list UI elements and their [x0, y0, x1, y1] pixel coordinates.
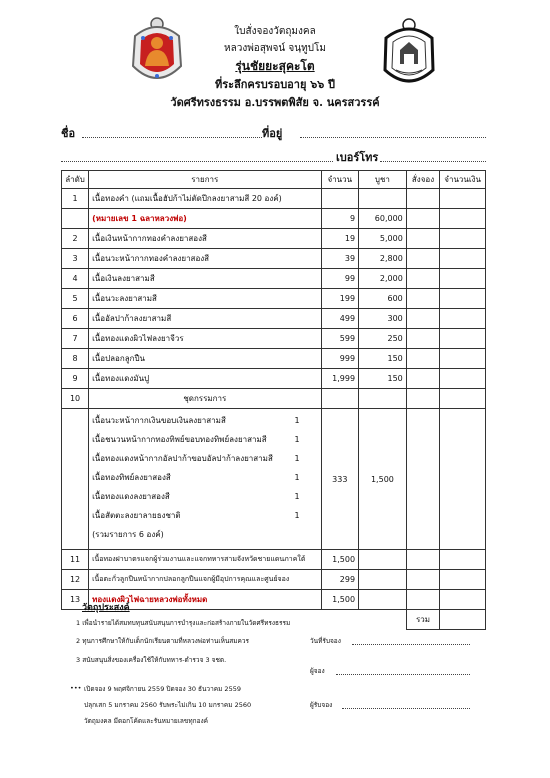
row-amount-cell[interactable]: [440, 349, 486, 369]
row-qty: 99: [321, 269, 359, 289]
table-row: [62, 329, 486, 349]
row-order-cell[interactable]: [406, 409, 439, 550]
row-no: 10: [62, 389, 89, 409]
row-amount-cell[interactable]: [440, 289, 486, 309]
address-field[interactable]: [300, 136, 486, 138]
table-row: [62, 189, 486, 209]
header-price: บูชา: [359, 171, 407, 189]
row-no: 13: [62, 590, 89, 610]
row-price: [359, 570, 407, 590]
row-no: 8: [62, 349, 89, 369]
table-row: [62, 229, 486, 249]
row-price: [359, 590, 407, 610]
row-amount-cell[interactable]: [440, 409, 486, 550]
row-no: 12: [62, 570, 89, 590]
set-item-count: 1: [294, 492, 300, 501]
header-line-2: หลวงพ่อสุพจน์ จนฺทูปโม: [224, 43, 326, 54]
set-item-count: 1: [294, 473, 300, 482]
phone-label: เบอร์โทร: [336, 151, 379, 164]
header-amount: จำนวนเงิน: [440, 171, 486, 189]
row-price: 300: [359, 309, 407, 329]
header-order: สั่งจอง: [406, 171, 439, 189]
row-qty: 39: [321, 249, 359, 269]
receiver-field[interactable]: [342, 707, 470, 709]
total-label: รวม: [406, 610, 439, 630]
schedule-line: วัตถุมงคล มีดอกโค้ดและรันหมายเลขทุกองค์: [84, 717, 208, 725]
schedule-line: เปิดจอง 9 พฤศจิกายน 2559 ปิดจอง 30 ธันวาคม 2559: [84, 685, 241, 693]
row-qty: 1,500: [321, 590, 359, 610]
table-row: [62, 249, 486, 269]
header-no: ลำดับ: [62, 171, 89, 189]
row-order-cell[interactable]: [406, 269, 439, 289]
row-no: 9: [62, 369, 89, 389]
row-price: [359, 189, 407, 209]
set-item-label: เนื้อทองแดงหน้ากากอัลปาก้าขอบอัลปาก้าลงยาสามสี: [92, 454, 273, 463]
row-price: 2,800: [359, 249, 407, 269]
row-amount-cell[interactable]: [440, 249, 486, 269]
row-price: [359, 389, 407, 409]
row-order-cell[interactable]: [406, 570, 439, 590]
row-price: 2,000: [359, 269, 407, 289]
row-qty: 199: [321, 289, 359, 309]
header-qty: จำนวน: [321, 171, 359, 189]
header-item: รายการ: [89, 171, 321, 189]
set-item: [92, 525, 317, 544]
phone-field[interactable]: [380, 160, 486, 162]
row-amount-cell[interactable]: [440, 329, 486, 349]
row-amount-cell[interactable]: [440, 309, 486, 329]
row-qty: 499: [321, 309, 359, 329]
row-item: เนื้อนวะหน้ากากทองคำลงยาสองสี: [89, 249, 321, 269]
date-received-label: วันที่รับจอง: [310, 637, 341, 645]
row-order-cell[interactable]: [406, 590, 439, 610]
table-row: [62, 369, 486, 389]
row-order-cell[interactable]: [406, 309, 439, 329]
row-price: 5,000: [359, 229, 407, 249]
row-no: 1: [62, 189, 89, 209]
row-no: 6: [62, 309, 89, 329]
row-order-cell[interactable]: [406, 289, 439, 309]
row-amount-cell[interactable]: [440, 269, 486, 289]
row-order-cell[interactable]: [406, 349, 439, 369]
purpose-title: วัตถุประสงค์: [82, 603, 130, 613]
schedule-bullet: •••: [70, 684, 82, 692]
row-item: เนื้อทองคำ (แถมเนื้อฮัปก้าไม่ตัดปีกลงยาสามสี 20 องค์): [89, 189, 321, 209]
row-order-cell[interactable]: [406, 329, 439, 349]
set-item: [92, 449, 317, 468]
row-item: ทองแดงผิวไฟฉายหลวงพ่อทั้งหมด: [89, 590, 321, 610]
set-item: [92, 430, 317, 449]
set-qty: 333: [321, 409, 359, 550]
row-qty: 1,999: [321, 369, 359, 389]
total-amount-cell[interactable]: [440, 610, 486, 630]
set-item-label: เนื้อทองแดงลงยาสองสี: [92, 492, 170, 501]
row-qty: 599: [321, 329, 359, 349]
row-price: 150: [359, 369, 407, 389]
row-no: [62, 209, 89, 229]
set-item-label: เนื้อนวะหน้ากากเงินขอบเงินลงยาสามสี: [92, 416, 226, 425]
row-item: เนื้อเงินลงยาสามสี: [89, 269, 321, 289]
row-no: 5: [62, 289, 89, 309]
purpose-item: 3 สนับสนุนสิ่งของเครื่องใช้ให้กับทหาร-ตำรวจ 3 จชต.: [76, 656, 227, 664]
set-item-label: (รวมรายการ 6 องค์): [92, 530, 164, 539]
row-item: เนื้อตะกั่วลูกปืนหน้ากากปลอกลูกปืนแจกผู้มีอุปการคุณและศูนย์จอง: [89, 570, 321, 590]
set-price: 1,500: [359, 409, 407, 550]
header-temple: วัดศรีทรงธรรม อ.บรรพตพิสัย จ. นครสวรรค์: [170, 96, 380, 109]
table-row: [62, 550, 486, 570]
row-item: เนื้ออัลปาก้าลงยาสามสี: [89, 309, 321, 329]
row-no: 7: [62, 329, 89, 349]
row-order-cell[interactable]: [406, 389, 439, 409]
name-field[interactable]: [82, 136, 262, 138]
row-no: 4: [62, 269, 89, 289]
set-item-count: 1: [294, 511, 300, 520]
booker-field[interactable]: [336, 673, 470, 675]
row-amount-cell[interactable]: [440, 570, 486, 590]
table-header-row: [62, 171, 486, 189]
purpose-item: 2 ทุนการศึกษาให้กับเด็กนักเรียนตามที่หลวงพ่อท่านเห็นสมควร: [76, 637, 250, 645]
order-table: [61, 170, 486, 630]
set-item-label: เนื้อสัตตะลงยาลายธงชาติ: [92, 511, 181, 520]
table-row: [62, 269, 486, 289]
set-item: [92, 487, 317, 506]
row-amount-cell[interactable]: [440, 209, 486, 229]
set-item-count: 1: [294, 435, 300, 444]
row-amount-cell[interactable]: [440, 389, 486, 409]
schedule-line: ปลุกเสก 5 มกราคม 2560 รับพระไม่เกิน 10 มกราคม 2560: [84, 701, 252, 709]
row-item: เนื้อทองฝาบาตรแจกผู้ร่วมงานและแจกทหารสามจังหวัดชายแดนภาคใต้: [89, 550, 321, 570]
row-price: 600: [359, 289, 407, 309]
row-amount-cell[interactable]: [440, 189, 486, 209]
table-row: [62, 289, 486, 309]
table-row: [62, 570, 486, 590]
table-row: [62, 349, 486, 369]
address-field-line-2[interactable]: [61, 160, 333, 162]
row-price: 60,000: [359, 209, 407, 229]
row-amount-cell[interactable]: [440, 550, 486, 570]
row-item: เนื้อปลอกลูกปืน: [89, 349, 321, 369]
set-item-label: เนื้อชนวนหน้ากากทองทิพย์ขอบทองทิพย์ลงยาสามสี: [92, 435, 267, 444]
header-title: รุ่นชัยยะสุคะโต: [235, 59, 315, 73]
row-item: ชุดกรรมการ: [89, 389, 321, 409]
row-qty: [321, 189, 359, 209]
address-label: ที่อยู่: [262, 127, 283, 140]
row-qty: 1,500: [321, 550, 359, 570]
table-row: [62, 209, 486, 229]
row-price: [359, 550, 407, 570]
row-item: เนื้อนวะลงยาสามสี: [89, 289, 321, 309]
set-item: [92, 468, 317, 487]
row-price: 250: [359, 329, 407, 349]
set-item: [92, 506, 317, 525]
row-item: เนื้อทองแดงมันปู: [89, 369, 321, 389]
row-qty: [321, 389, 359, 409]
row-qty: 999: [321, 349, 359, 369]
row-item: (หมายเลข 1 ฉลาหลวงพ่อ): [89, 209, 321, 229]
name-label: ชื่อ: [61, 127, 76, 140]
date-received-field[interactable]: [352, 643, 470, 645]
receiver-label: ผู้รับจอง: [310, 701, 333, 709]
header-line-1: ใบสั่งจองวัตถุมงคล: [234, 26, 316, 37]
table-row: [62, 309, 486, 329]
row-item: เนื้อเงินหน้ากากทองคำลงยาสองสี: [89, 229, 321, 249]
row-amount-cell[interactable]: [440, 229, 486, 249]
row-amount-cell[interactable]: [440, 590, 486, 610]
row-item: เนื้อทองแดงผิวไฟลงยาจีวร: [89, 329, 321, 349]
row-order-cell[interactable]: [406, 550, 439, 570]
purpose-item: 1 เพื่อนำรายได้สมทบทุนสนับสนุนการบำรุงและก่อสร้างภายในวัดศรีทรงธรรม: [76, 619, 291, 627]
row-price: 150: [359, 349, 407, 369]
row-qty: 299: [321, 570, 359, 590]
set-item-count: 1: [294, 416, 300, 425]
table-row: [62, 389, 486, 409]
set-item: [92, 411, 317, 430]
row-amount-cell[interactable]: [440, 369, 486, 389]
row-order-cell[interactable]: [406, 369, 439, 389]
row-qty: 19: [321, 229, 359, 249]
row-order-cell[interactable]: [406, 209, 439, 229]
row-order-cell[interactable]: [406, 229, 439, 249]
booker-label: ผู้จอง: [310, 667, 325, 675]
set-item-label: เนื้อทองทิพย์ลงยาสองสี: [92, 473, 171, 482]
row-no: 11: [62, 550, 89, 570]
row-order-cell[interactable]: [406, 249, 439, 269]
header-line-4: ที่ระลึกครบรอบอายุ ๖๖ ปี: [214, 78, 336, 91]
committee-set-row: [62, 409, 486, 550]
committee-set-list: [89, 409, 321, 550]
row-no: 3: [62, 249, 89, 269]
row-no: 2: [62, 229, 89, 249]
row-order-cell[interactable]: [406, 189, 439, 209]
set-item-count: 1: [294, 454, 300, 463]
row-qty: 9: [321, 209, 359, 229]
